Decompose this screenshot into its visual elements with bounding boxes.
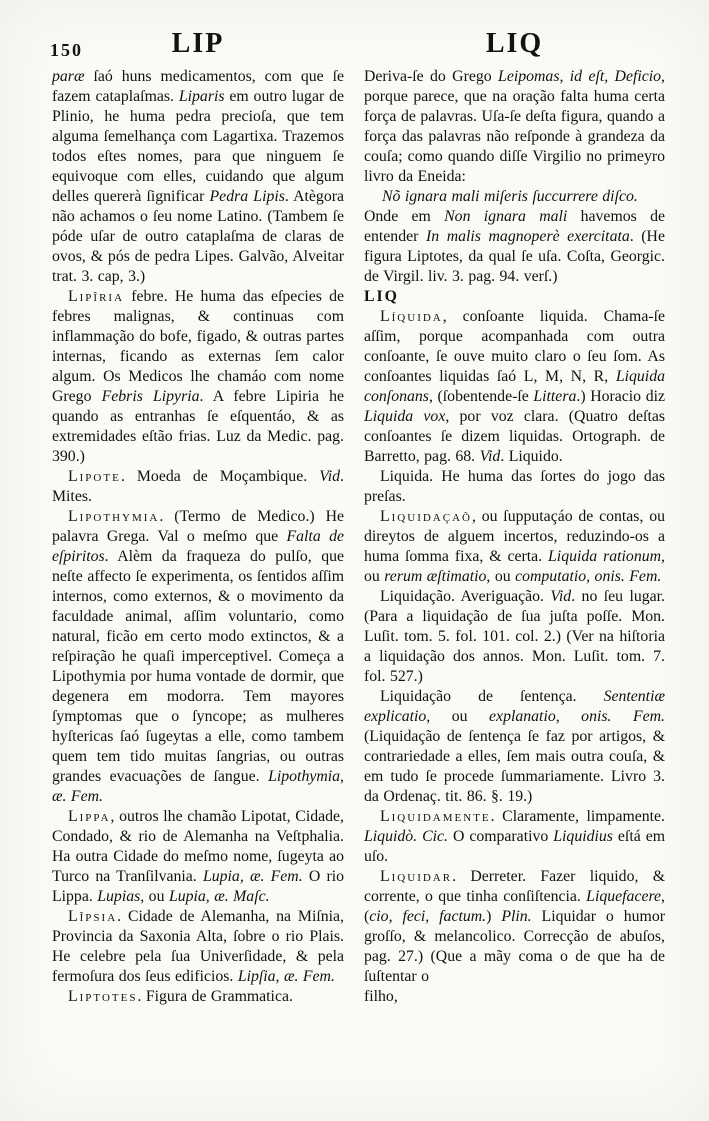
text-run: (Liquidação de ſentença ſe faz por artigos, & contrariedade a elles, ſem mais outra couſa, & em tudo ſe procede ſummariamente. Livro 3. da Ordenaç. tit. 86. §. 19.)	[364, 728, 665, 805]
text-run: . Cidade de Alemanha, na Miſnia, Provincia da Saxonia Alta, ſobre o rio Plais. He celebre pela ſua Univerſidade, & pela fermoſura dos ſeus edificios.	[52, 908, 344, 985]
italic-run: Vid	[479, 448, 501, 465]
text-run: , (	[364, 888, 665, 925]
entry-paragraph	[364, 307, 665, 467]
text-run: . Mites.	[52, 468, 344, 505]
italic-run: Febris Lipyria	[101, 388, 200, 405]
column-right	[364, 30, 665, 1007]
entry-paragraph	[52, 987, 344, 1007]
entry-paragraph	[364, 207, 665, 287]
text-run: , ou	[364, 548, 665, 585]
headword: Lipothymia	[68, 508, 160, 525]
column-right-body	[364, 67, 665, 1007]
text-run: . Moeda de Moçambique.	[120, 468, 320, 485]
running-head-lip: LIP	[171, 28, 225, 59]
italic-run: Lupia, æ. Maſc.	[168, 888, 270, 905]
italic-run: Littera	[533, 388, 577, 405]
headword: Lipote	[68, 468, 121, 485]
entry-paragraph	[52, 467, 344, 507]
headword: Liptotes	[68, 988, 138, 1005]
italic-run: Pedra Lipis	[209, 188, 285, 205]
text-run: . (Termo de Medico.) He palavra Grega. Val o meſmo que	[52, 508, 344, 545]
text-run: , porque parece, que na oração falta huma certa força de palavras. Uſa-ſe deſta figura, quando a força das palavras não reſponde à grandeza da couſa; como quando diſſe Virgilio no primeyro livro da Eneida:	[364, 68, 665, 185]
italic-run: In malis magnoperè exercitata	[425, 228, 630, 245]
italic-run: Non ignara mali	[444, 208, 568, 225]
italic-run: Vid	[319, 468, 341, 485]
text-run: , conſoante liquida. Chama-ſe aſſim, porque acompanhada com outra conſoante, ſe ouve muito claro o ſeu ſom. As conſoantes liquidas ſaó L, M, N, R,	[364, 308, 665, 385]
text-run: , ou	[140, 888, 169, 905]
text-run: Deriva-ſe do Grego	[364, 68, 499, 85]
headword: Liquidamente	[380, 808, 491, 825]
entry-paragraph	[52, 807, 344, 907]
text-run: . A febre Lipiria he quando as entranhas ſe eſquentáo, & as extremidades eſtão frias. Luz da Medic. pag. 390.)	[52, 388, 344, 465]
entry-paragraph	[364, 187, 665, 207]
text-run: Liquida. He huma das ſortes do jogo das preſas.	[364, 468, 665, 505]
text-run: . Claramente, limpamente.	[490, 808, 665, 825]
italic-run: Plin.	[501, 908, 532, 925]
entry-paragraph	[364, 507, 665, 587]
italic-run: Lipſia, æ. Fem.	[237, 968, 335, 985]
text-run: LIQ	[364, 288, 399, 305]
text-run: Liquidação. Averiguação.	[380, 588, 551, 605]
text-run: ſaó huns medicamentos, com que ſe fazem cataplaſmas.	[52, 68, 345, 105]
section-heading	[364, 287, 665, 307]
italic-run: Liquida vox	[364, 408, 446, 425]
text-run: Liquidar o humor groſſo, & melancolico. Correcção de abuſos, pag. 27.) (Que a mãy coma o de que ha de ſuſtentar o	[364, 908, 665, 985]
entry-paragraph	[364, 867, 665, 987]
headword: Lîpsia	[68, 908, 118, 925]
italic-run: Vid	[550, 588, 572, 605]
italic-run: Liquida rationum	[548, 548, 662, 565]
entry-paragraph	[364, 687, 665, 807]
headword: Lipîria	[68, 288, 125, 305]
headword: Líquida	[380, 308, 443, 325]
text-run: febre. He huma das eſpecies de febres malignas, & continuas com inflammação do bofe, figado, & outras partes internas, ficando as externas ſem calor algum. Os Medicos lhe chamáo com nome Grego	[52, 288, 344, 405]
text-run: . Alèm da fraqueza do pulſo, que neſte affecto ſe experimenta, os ſentidos aſſim internos, como externos, & o movimento da faculdade animal, aſſim voluntario, como natural, ficão em certo modo extinctos, & a reſpiração he quaſi imperceptivel. Começa a Lipothymia por huma vontade de dormir, que degenera em modorra. Tem mayores ſymptomas que o ſyncope; as mulheres hyſtericas ſaó ſugeytas a elle, como tambem quem tem tido muitas ſangrias, ou outras grandes evacuações de ſangue.	[52, 548, 344, 785]
italic-run: Sententiæ explicatio	[364, 688, 665, 725]
italic-run: computatio, onis. Fem.	[515, 568, 662, 585]
text-run: , outros lhe chamão Lipotat, Cidade, Condado, & rio de Alemanha na Veſtphalia. Ha outra Cidade do meſmo nome, ſugeyta ao Turco na Tranſilvania.	[52, 808, 344, 885]
text-run: , ou	[486, 568, 516, 585]
text-run: . Derreter. Fazer liquido, & corrente, o que tinha conſiſtencia.	[364, 868, 665, 905]
text-run: O rio Lippa.	[52, 868, 344, 905]
text-run: . (He figura Liptotes, da qual ſe uſa. Coſta, Georgic. de Virgil. liv. 3. pag. 94. verſ.)	[364, 228, 665, 285]
entry-paragraph	[364, 67, 665, 187]
text-run: filho,	[364, 988, 398, 1005]
text-run: . no ſeu lugar. (Para a liquidação de ſua juſta poſſe. Mon. Luſit. tom. 5. fol. 101. col. 2.) (Ver na hiſtoria a liquidação dos annos. Mon. Luſit. tom. 7. fol. 527.)	[364, 588, 665, 685]
italic-run: Falta de eſpiritos	[52, 528, 344, 565]
headword: Lippa	[68, 808, 111, 825]
entry-paragraph	[364, 467, 665, 507]
text-run: em outro lugar de Plinio, he huma pedra precioſa, que tem alguma ſemelhança com Lagartixa. Trazemos todos eſtes nomes, para que ninguem ſe equivoque com elles, cuidando que algum delles quererà ſignificar	[52, 88, 344, 205]
headword: Liquidar	[380, 868, 453, 885]
running-head-liq: LIQ	[485, 28, 544, 59]
italic-run: rerum æſtimatio	[384, 568, 487, 585]
column-left-body	[52, 67, 344, 1007]
entry-paragraph	[52, 67, 344, 287]
text-run: .) Horacio diz	[576, 388, 665, 405]
italic-run: Liquidò. Cic.	[364, 828, 448, 845]
entry-paragraph	[52, 907, 344, 987]
italic-run: Lupias	[97, 888, 141, 905]
text-run: havemos de entender	[364, 208, 665, 245]
italic-run: Lupia, æ. Fem.	[202, 868, 303, 885]
text-run: , (ſobentende-ſe	[428, 388, 534, 405]
italic-run: Leipomas, id eſt, Deficio	[498, 68, 662, 85]
italic-run: Liquida conſonans	[364, 368, 665, 405]
italic-run: Nõ ignara mali miſeris ſuccurrere diſco.	[382, 188, 638, 205]
text-run: . Atègora não achamos o ſeu nome Latino. (Tambem ſe póde uſar de outro cataplaſma de claras de ovos, & pós de pedra Lipes. Galvão, Alveitar trat. 3. cap, 3.)	[52, 188, 344, 285]
headword: Liquidaçaõ	[380, 508, 472, 525]
text-run: O comparativo	[447, 828, 554, 845]
text-run: . Figura de Grammatica.	[137, 988, 293, 1005]
italic-run: Liparis	[178, 88, 230, 105]
text-run: , ou	[426, 708, 490, 725]
column-left	[52, 30, 344, 1007]
text-run: Onde em	[364, 208, 445, 225]
entry-paragraph	[364, 807, 665, 867]
entry-paragraph	[52, 507, 344, 807]
italic-run: paræ	[52, 68, 94, 85]
italic-run: Liquefacere	[586, 888, 662, 905]
page-number: 150	[50, 40, 83, 60]
italic-run: Lipothymia, æ. Fem.	[52, 768, 344, 805]
text-run: eſtá em uſo.	[364, 828, 665, 865]
text-run: )	[486, 908, 502, 925]
text-run: , por voz clara. (Quatro deſtas conſoantes ſe dizem liquidas. Ortograph. de Barretto, pag. 68.	[364, 408, 665, 465]
entry-paragraph	[364, 587, 665, 687]
text-run: , ou ſupputaçáo de contas, ou direytos de alguem incertos, reduzindo-os a huma ſomma fixa, & certa.	[364, 508, 665, 565]
catchword	[364, 987, 665, 1007]
entry-paragraph	[52, 287, 344, 467]
text-run: . Liquido.	[500, 448, 563, 465]
italic-run: cio, feci, factum.	[369, 908, 487, 925]
italic-run: Liquidius	[553, 828, 613, 845]
text-run: Liquidação de ſentença.	[380, 688, 604, 705]
italic-run: explanatio, onis. Fem.	[489, 708, 665, 725]
